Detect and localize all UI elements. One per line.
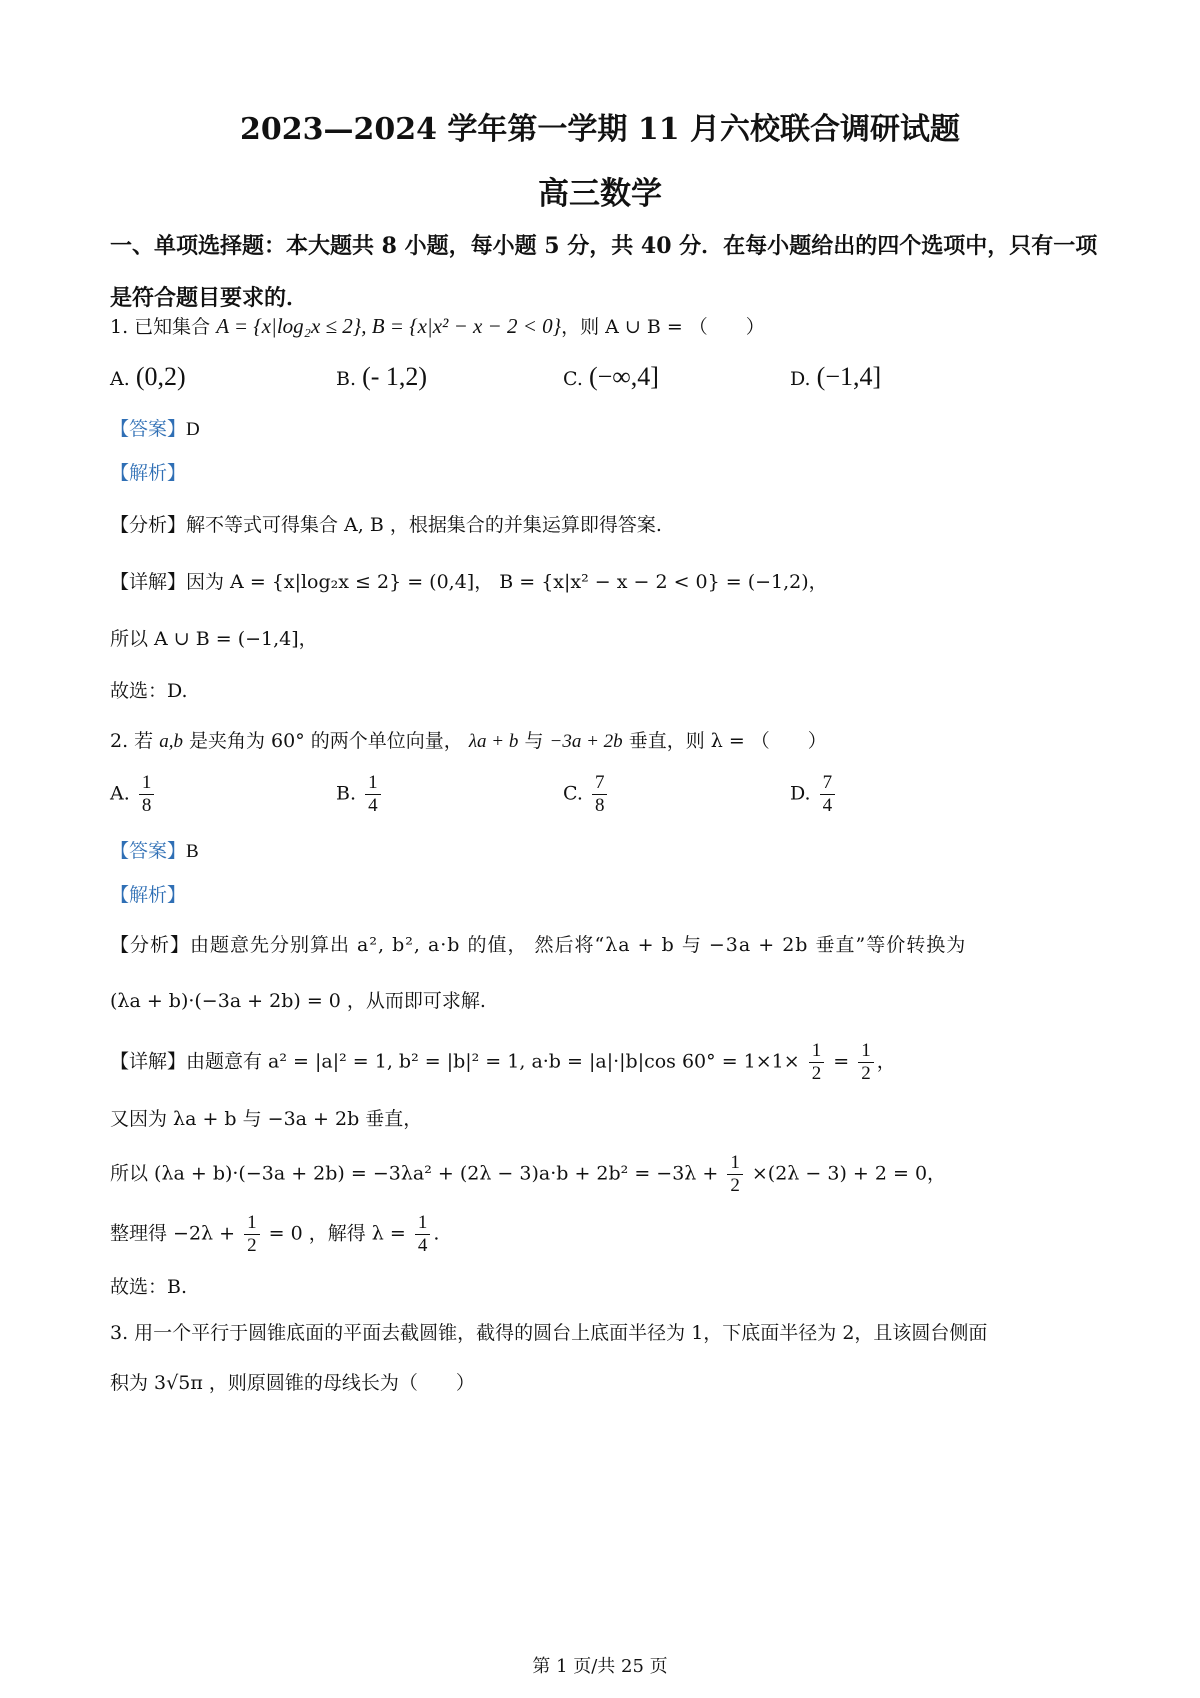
q2-vectors: a,b [159, 731, 183, 752]
q2-detail-line4: 整理得 −2λ + $\frac{1}{2}$ = 0 ，解得 λ = $\frac{1}{4}$ . [110, 1212, 440, 1256]
q1-option-a: A. (0,2) [110, 362, 186, 391]
question-1-stem [110, 312, 765, 339]
q2-option-a: A. $\frac{1}{8}$ [110, 772, 157, 817]
q1-choose: 故选：D. [110, 680, 188, 702]
q1-conclusion: 所以 A ∪ B = (−1,4]， [110, 628, 318, 650]
q1-option-c: C. (−∞,4] [563, 362, 659, 391]
fraction: $\frac{1}{2}$ [727, 1152, 743, 1197]
q1-detail: 【详解】因为 A = {x|log₂x ≤ 2} = (0,4]， B = {x|x² − x − 2 < 0} = (−1,2)， [110, 571, 828, 593]
fraction: $\frac{1}{2}$ [809, 1040, 825, 1085]
q1-ask: ，则 A ∪ B = （ ） [561, 316, 765, 338]
q2-analysis-line2: (λa + b)·(−3a + 2b) = 0 ，从而即可求解. [110, 990, 486, 1012]
fraction: $\frac{7}{8}$ [592, 772, 608, 817]
page-footer: 第 1 页/共 25 页 [532, 1656, 668, 1677]
fraction: $\frac{1}{8}$ [139, 772, 155, 817]
q2-option-c: C. $\frac{7}{8}$ [563, 772, 610, 817]
q1-jiexi-tag: 【解析】 [110, 462, 187, 484]
q1-answer: 【答案】D [110, 418, 200, 440]
q2-answer: 【答案】B [110, 840, 199, 862]
fraction: $\frac{1}{2}$ [858, 1040, 874, 1085]
section-heading: 一、单项选择题：本大题共 8 小题，每小题 5 分，共 40 分．在每小题给出的四个选项中，只有一项是符合题目要求的． [110, 233, 1098, 311]
q2-jiexi-tag: 【解析】 [110, 884, 187, 906]
question-3-line2: 积为 3√5π ，则原圆锥的母线长为（ ） [110, 1372, 475, 1394]
fraction: $\frac{1}{4}$ [415, 1212, 431, 1257]
q2-detail-line2: 又因为 λa + b 与 −3a + 2b 垂直， [110, 1108, 423, 1130]
question-2-stem: 2. 若 a,b 是夹角为 60° 的两个单位向量， λa + b 与 −3a + 2b 垂直，则 λ = （ ） [110, 730, 827, 752]
answer-tag: 【答案】 [110, 418, 187, 440]
exam-title: 2023—2024 学年第一学期 11 月六校联合调研试题 [239, 112, 961, 147]
q1-option-b: B. (- 1,2) [336, 362, 428, 391]
q2-analysis-line1: 【分析】由题意先分别算出 a², b², a·b 的值， 然后将“λa + b 与 −3a + 2b 垂直”等价转换为 [110, 934, 967, 956]
q2-choose: 故选：B. [110, 1276, 188, 1298]
q1-analysis: 【分析】解不等式可得集合 A, B ，根据集合的并集运算即得答案. [110, 514, 662, 536]
q1-option-d: D. (−1,4] [790, 362, 882, 391]
question-3-line1: 3. 用一个平行于圆锥底面的平面去截圆锥，截得的圆台上底面半径为 1，下底面半径为 2，且该圆台侧面 [110, 1322, 988, 1344]
answer-tag: 【答案】 [110, 840, 187, 862]
fraction: $\frac{1}{4}$ [365, 772, 381, 817]
q1-sets: A = {x|log₂x ≤ 2}, B = {x|x² − x − 2 < 0} [216, 314, 562, 338]
fraction: $\frac{7}{4}$ [820, 772, 836, 817]
exam-subtitle: 高三数学 [538, 176, 662, 212]
q2-option-d: D. $\frac{7}{4}$ [790, 772, 838, 817]
fraction: $\frac{1}{2}$ [244, 1212, 260, 1257]
q2-detail-line1: 【详解】由题意有 a² = |a|² = 1, b² = |b|² = 1, a·b = |a|·|b|cos 60° = 1×1× $\frac{1}{2}$ = $\frac{1}{2}$ ， [110, 1040, 896, 1084]
q1-number: 1. 已知集合 [110, 316, 211, 338]
q2-detail-line3: 所以 (λa + b)·(−3a + 2b) = −3λa² + (2λ − 3)a·b + 2b² = −3λ + $\frac{1}{2}$ ×(2λ − 3) + 2 = 0， [110, 1152, 947, 1196]
q2-option-b: B. $\frac{1}{4}$ [336, 772, 384, 817]
